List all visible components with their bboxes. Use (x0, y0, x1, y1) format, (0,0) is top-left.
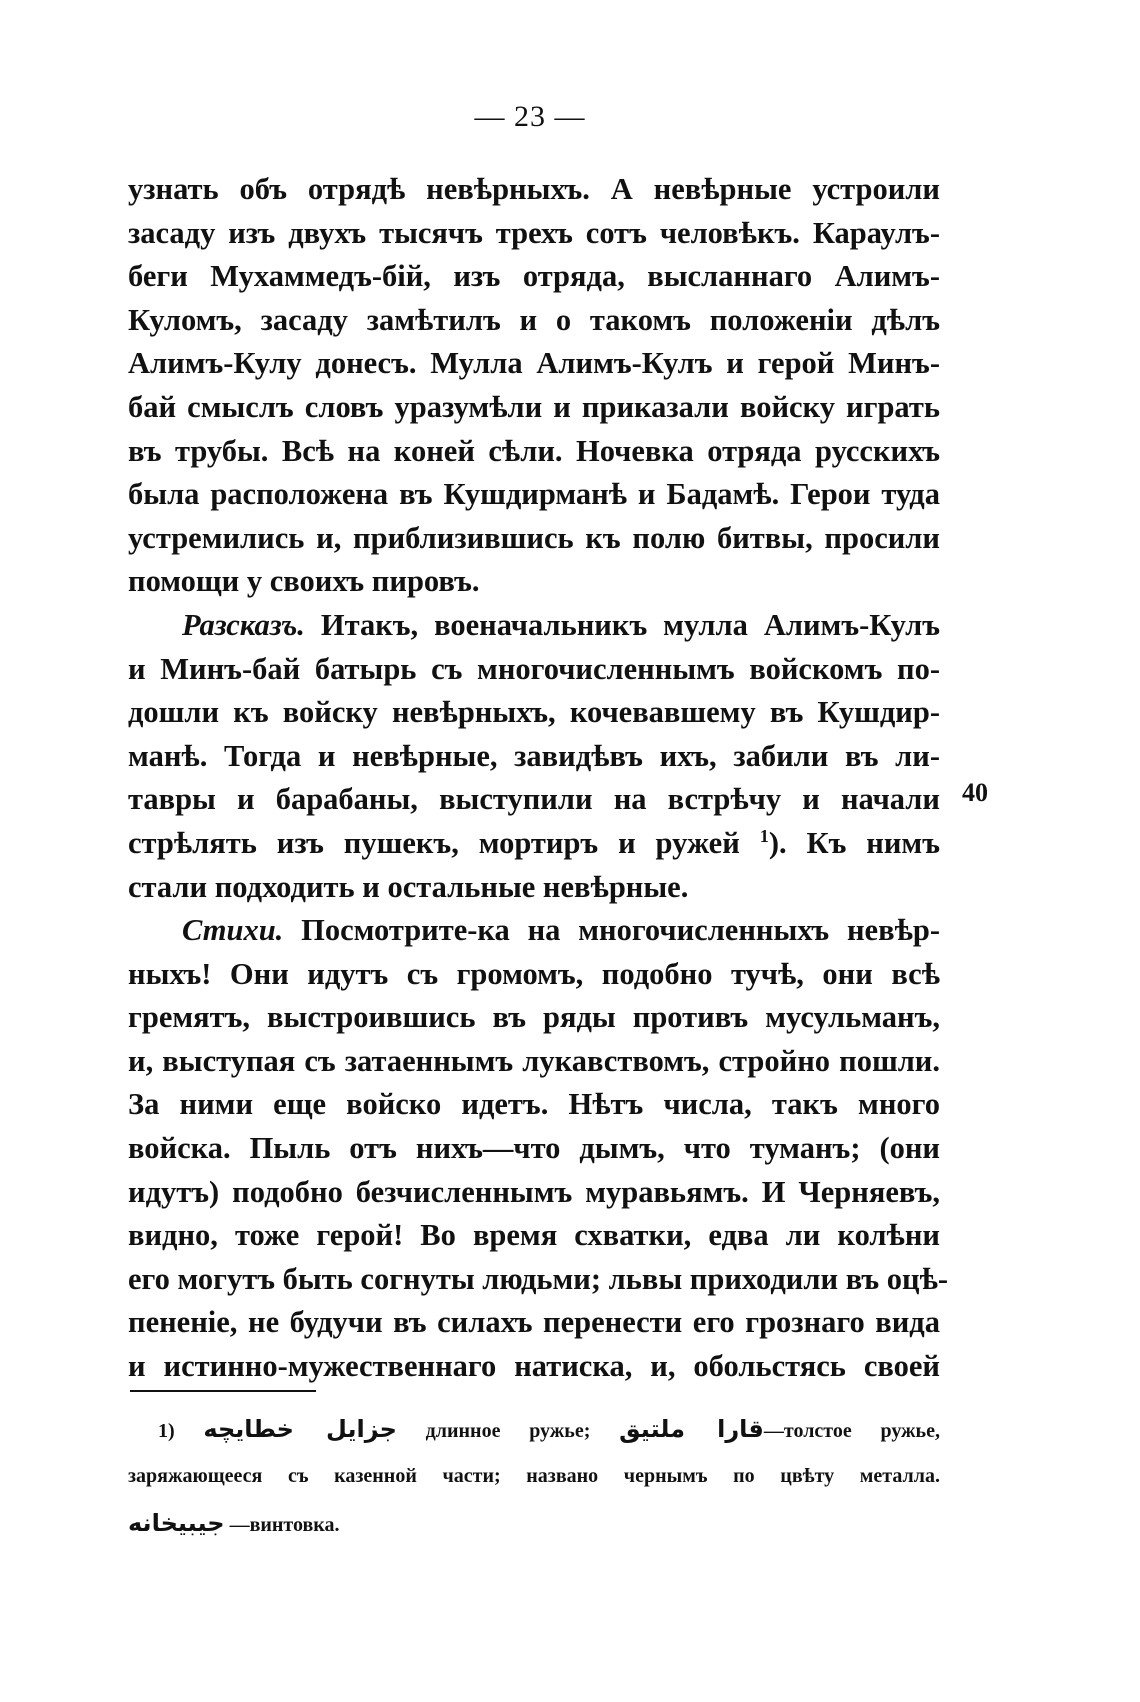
paragraph-2-first-line (128, 604, 940, 648)
text-line: тавры и барабаны, выступили на встрѣчу и начали (128, 782, 940, 817)
text-line: помощи у своихъ пировъ. (128, 564, 480, 599)
arabic-term: قارا ملتيق (619, 1415, 764, 1443)
footnote-line: заряжающееся съ казенной части; названо чернымъ по цвѣту металла. (128, 1465, 940, 1487)
text-line: засаду изъ двухъ тысячъ трехъ сотъ человѣкъ. Караулъ- (128, 215, 940, 250)
main-text (128, 168, 949, 1389)
text-line: пененіе, не будучи въ силахъ перенести его грознаго вида (128, 1305, 940, 1340)
paragraph-3-first-line (128, 909, 940, 953)
footnote-line (128, 1406, 940, 1453)
text-line: беги Мухаммедъ-бій, изъ отряда, высланнаго Алимъ- (128, 259, 940, 294)
text-line: Алимъ-Кулу донесъ. Мулла Алимъ-Кулъ и герой Минъ- (128, 346, 940, 381)
text-line: стали подходить и остальные невѣрные. (128, 869, 689, 904)
section-lead-rasskaz: Разсказъ. (182, 607, 305, 642)
text-line: Куломъ, засаду замѣтилъ и о такомъ положеніи дѣлъ (128, 302, 940, 337)
footnote-text: —винтовка. (229, 1514, 340, 1536)
footnote-line (128, 1500, 940, 1547)
text-line: и Минъ-бай батырь съ многочисленнымъ войскомъ по- (128, 651, 940, 686)
text-line: и, выступая съ затаеннымъ лукавствомъ, стройно пошли. (128, 1043, 940, 1078)
text-line: гремятъ, выстроившись въ ряды противъ мусульманъ, (128, 1000, 940, 1035)
arabic-term: جزايل خطايچه (203, 1415, 397, 1443)
footnote-reference: 1 (759, 825, 769, 846)
footnote-divider (130, 1390, 316, 1392)
text-fragment: Итакъ, военачальникъ мулла Алимъ-Кулъ (320, 607, 941, 642)
text-line: была расположена въ Кушдирманѣ и Бадамѣ. Герои туда (128, 477, 940, 512)
text-line: идутъ) подобно безчисленнымъ муравьямъ. И Черняевъ, (128, 1174, 940, 1209)
text-line: и истинно-мужественнаго натиска, и, обольстясь своей (128, 1349, 940, 1384)
margin-line-number: 40 (962, 778, 988, 807)
text-line: дошли къ войску невѣрныхъ, кочевавшему въ Кушдир- (128, 695, 940, 730)
text-line: ныхъ! Они идутъ съ громомъ, подобно тучѣ, они всѣ (128, 956, 940, 991)
text-line: За ними еще войско идетъ. Нѣтъ числа, такъ много (128, 1087, 940, 1122)
page-number: — 23 — (474, 100, 586, 133)
text-line: его могутъ быть согнуты людьми; львы приходили въ оцѣ- (128, 1261, 949, 1296)
text-line: узнать объ отрядѣ невѣрныхъ. А невѣрные устроили (128, 172, 940, 206)
text-line: видно, тоже герой! Во время схватки, едва ли колѣни (128, 1218, 940, 1253)
footnote-marker: 1) (158, 1420, 175, 1442)
footnote-block (128, 1406, 940, 1547)
text-line: войска. Пыль отъ нихъ—что дымъ, что туманъ; (они (128, 1131, 940, 1166)
text-line: манѣ. Тогда и невѣрные, завидѣвъ ихъ, забили въ ли- (128, 738, 940, 773)
text-fragment: Посмотрите-ка на многочисленныхъ невѣр- (301, 913, 940, 948)
text-fragment: ). Къ нимъ (768, 825, 940, 860)
text-line: устремились и, приблизившись къ полю битвы, просили (128, 520, 940, 555)
text-line-with-footnote (128, 822, 940, 866)
footnote-text: —толстое ружье, (763, 1420, 941, 1442)
text-fragment: стрѣлять изъ пушекъ, мортиръ и ружей (128, 825, 740, 860)
text-line: въ трубы. Всѣ на коней сѣли. Ночевка отряда русскихъ (128, 433, 940, 468)
footnote-text: длинное ружье; (425, 1420, 591, 1442)
arabic-term: جيبيخانه (128, 1509, 225, 1537)
text-line: бай смыслъ словъ уразумѣли и приказали войску играть (128, 389, 940, 424)
section-lead-stikhi: Стихи. (182, 913, 284, 948)
